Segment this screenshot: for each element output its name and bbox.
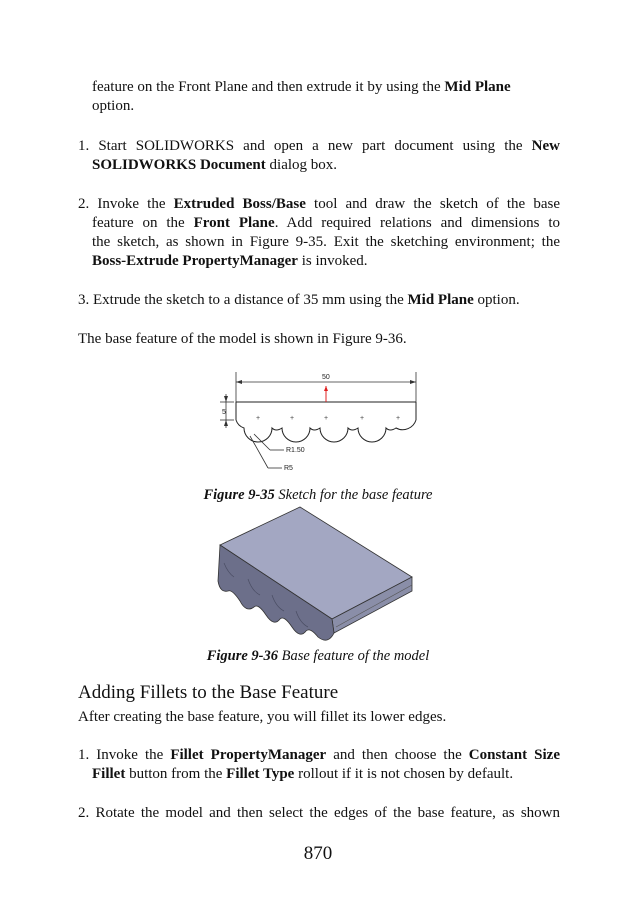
step3-text-b: option. (473, 292, 520, 308)
base-feature-sentence: The base feature of the model is shown in Figure 9-36. (78, 331, 407, 347)
step1-bold-document: SOLIDWORKS Document (92, 157, 266, 173)
fillet1-line-1 (78, 746, 560, 766)
sketch-scalloped-edge (236, 420, 416, 442)
section-intro-text: After creating the base feature, you will fillet its lower edges. (78, 709, 447, 725)
step2-text-c: feature on the (92, 215, 194, 231)
fillet1-line-2 (92, 765, 513, 785)
figure-9-35-text: Sketch for the base feature (274, 487, 433, 503)
fillet1-bold-fillet-type: Fillet Type (226, 766, 295, 782)
arrow-bottom (224, 420, 228, 426)
plus-4: + (360, 415, 365, 422)
fillet1-text-b: and then choose the (326, 747, 469, 763)
intro-option-text: option. (92, 98, 135, 114)
step2-line-1 (78, 195, 560, 215)
step2-line-3 (92, 233, 560, 253)
base-feature-text (78, 330, 407, 350)
fillet1-text-d: rollout if it is not chosen by default. (294, 766, 514, 782)
step2-bold-front-plane: Front Plane (193, 215, 275, 231)
fillet1-bold-fillet: Fillet (92, 766, 126, 782)
step3-bold-mid-plane: Mid Plane (407, 292, 474, 308)
step1-bold-new: New (531, 138, 560, 154)
dim-height-label: 5 (222, 409, 226, 416)
figure-9-35-label: Figure 9-35 (203, 487, 275, 503)
arrow-left (236, 380, 242, 384)
intro-line-1 (92, 78, 560, 98)
plus-5: + (396, 415, 401, 422)
page-number: 870 (303, 843, 333, 864)
step1-text: 1. Start SOLIDWORKS and open a new part document using the (78, 138, 532, 154)
step2-text-e: the sketch, as shown in Figure 9-35. Exit the sketching environment; the (92, 234, 560, 250)
step2-text-b: tool and draw the sketch of the base (305, 196, 560, 212)
step3-line (78, 291, 520, 311)
fillet1-bold-constant-size: Constant Size (468, 747, 560, 763)
leader-r-large (250, 436, 268, 468)
step2-line-2 (92, 214, 560, 234)
fillet1-bold-propertymanager: Fillet PropertyManager (170, 747, 327, 763)
intro-bold-mid-plane: Mid Plane (444, 79, 511, 95)
plus-2: + (290, 415, 295, 422)
section-intro (78, 708, 446, 728)
fillet2-line-1 (78, 804, 560, 824)
plus-1: + (256, 415, 261, 422)
fillet1-text-a: 1. Invoke the (78, 747, 171, 763)
step1-line-1 (78, 137, 560, 157)
origin-arrow (324, 386, 328, 391)
section-heading: Adding Fillets to the Base Feature (78, 682, 339, 703)
step2-bold-propertymanager: Boss-Extrude PropertyManager (92, 253, 298, 269)
step3-text-a: 3. Extrude the sketch to a distance of 35 mm using the (78, 292, 408, 308)
figure-9-35-sketch (210, 362, 430, 474)
step2-line-4 (92, 252, 368, 272)
dim-width-label: 50 (322, 374, 330, 381)
figure-9-35-caption (0, 487, 636, 504)
arrow-top (224, 396, 228, 402)
arrow-right (410, 380, 416, 384)
figure-9-36-model (214, 503, 418, 643)
intro-text: feature on the Front Plane and then extrude it by using the (92, 79, 445, 95)
intro-line-2 (92, 97, 134, 117)
step2-text-f: is invoked. (297, 253, 368, 269)
step2-bold-extruded: Extruded Boss/Base (173, 196, 306, 212)
dim-r-small-label: R1.50 (286, 447, 305, 454)
step1-dialog-text: dialog box. (265, 157, 338, 173)
plus-3: + (324, 415, 329, 422)
fillet1-text-c: button from the (125, 766, 227, 782)
step2-text-d: . Add required relations and dimensions to (274, 215, 560, 231)
figure-9-36-label: Figure 9-36 (206, 648, 278, 664)
step1-line-2 (92, 156, 337, 176)
figure-9-36-caption (0, 648, 636, 665)
dim-r-large-label: R5 (284, 465, 293, 472)
step2-text-a: 2. Invoke the (78, 196, 174, 212)
figure-9-36-text: Base feature of the model (278, 648, 430, 664)
fillet2-text: 2. Rotate the model and then select the edges of the base feature, as shown (78, 805, 560, 821)
